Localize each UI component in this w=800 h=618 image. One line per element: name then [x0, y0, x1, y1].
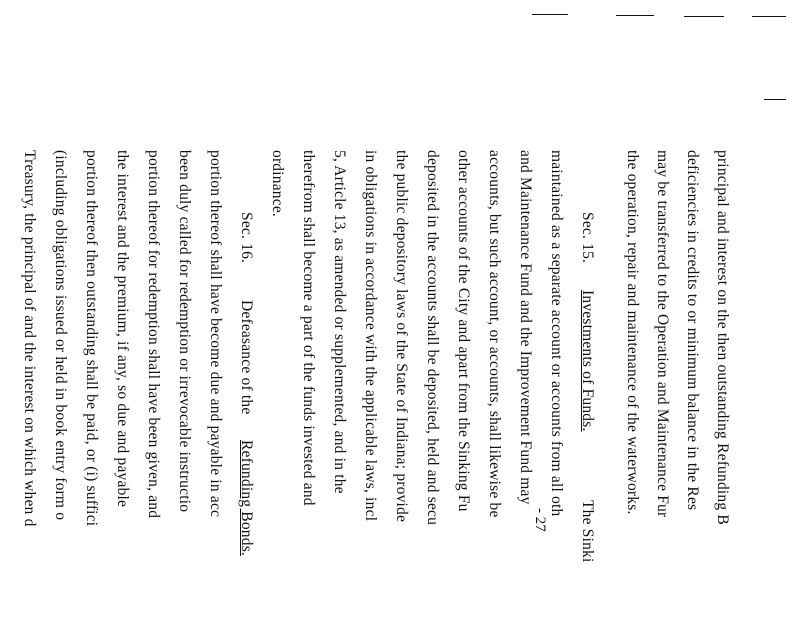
text-line: principal and interest on the then outstanding Refunding B — [714, 150, 731, 525]
text-line: portion thereof then outstanding shall be paid, or (i) suffici — [83, 150, 100, 527]
text-line: the operation, repair and maintenance of the waterworks. — [624, 150, 641, 515]
page-number: - 27 — [532, 508, 548, 532]
rule-5 — [764, 99, 786, 100]
text-line: deposited in the accounts shall be deposited, held and secu — [424, 150, 441, 526]
text-line: portion thereof shall have become due and payable in acc — [207, 150, 224, 518]
section-number: Sec. 16. — [238, 212, 255, 264]
text-line: in obligations in accordance with the applicable laws, incl — [362, 150, 379, 522]
section-heading-underlined: Refunding Bonds. — [238, 440, 255, 557]
text-line: portion thereof for redemption shall have been given, and — [145, 150, 162, 519]
section-number: Sec. 15. — [579, 212, 596, 264]
rule-3 — [684, 16, 724, 17]
text-line: the interest and the premium, if any, so due and payable — [114, 150, 131, 508]
text-line: maintained as a separate account or accounts from all oth — [548, 150, 565, 517]
text-line: the public depository laws of the State of Indiana; provide — [393, 150, 410, 523]
rule-2 — [616, 15, 654, 16]
rotated-text-block — [21, 150, 731, 618]
text-line: 5, Article 13, as amended or supplemented, and in the — [331, 150, 348, 494]
text-line: may be transferred to the Operation and Maintenance Fur — [654, 150, 671, 518]
section-heading: Investments of Funds. — [579, 290, 596, 432]
rule-1 — [532, 14, 568, 15]
text-line: other accounts of the City and apart from the Sinking Fu — [455, 150, 472, 512]
text-line: been duly called for redemption or irrevocable instructio — [176, 150, 193, 513]
text-line: Treasury, the principal of and the interest on which when d — [21, 150, 38, 527]
text-line: (including obligations issued or held in book entry form o — [52, 150, 69, 521]
rule-4 — [752, 16, 786, 17]
text-line: therefrom shall become a part of the funds invested and — [300, 150, 317, 506]
text-line: deficiencies in credits to or minimum balance in the Res — [684, 150, 701, 511]
text-line: ordinance. — [269, 150, 286, 217]
text-line: and Maintenance Fund and the Improvement Fund may — [517, 150, 534, 505]
text-line: accounts, but such account, or accounts, shall likewise be — [486, 150, 503, 518]
text-line: The Sinki — [579, 500, 596, 563]
section-heading: Defeasance of the — [238, 300, 255, 415]
